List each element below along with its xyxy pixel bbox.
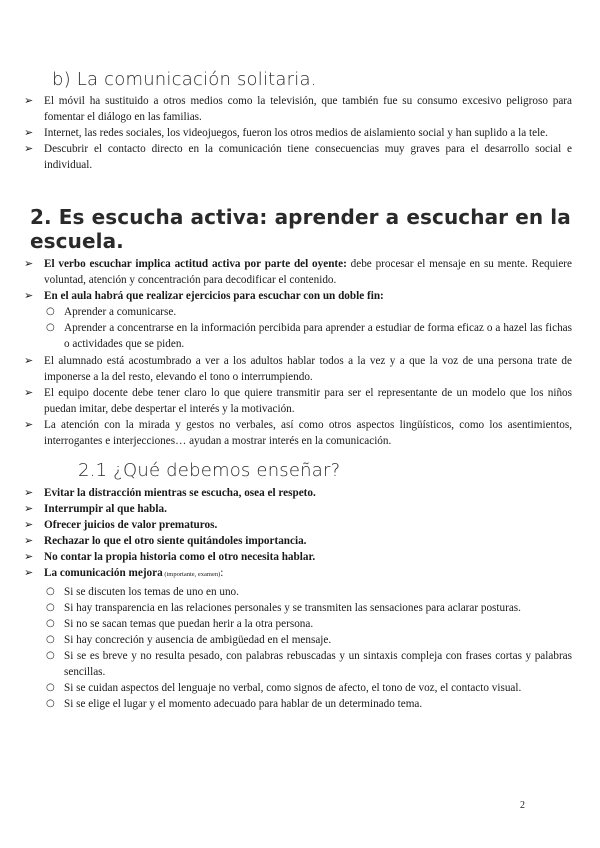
sub-list-item: ○ Si se cuidan aspectos del lenguaje no verbal, como signos de afecto, el tono de voz, el contacto visual. [24,680,572,696]
list-item: ➢ Internet, las redes sociales, los videojuegos, fueron los otros medios de aislamiento social y han suplido a la tele. [24,125,572,141]
list-item: ➢ El alumnado está acostumbrado a ver a los adultos hablar todos a la vez y a que la voz de una persona trate de imponerse a la del resto, elevando el tono o interrumpiendo. [24,353,572,383]
sub-list-item: ○ Si hay transparencia en las relaciones personales y se transmiten las sensaciones para aclarar posturas. [24,600,572,616]
list-item: ➢ Evitar la distracción mientras se escucha, osea el respeto. [24,485,572,501]
arrowhead-bullet-icon: ➢ [24,534,34,548]
list-item: ➢ No contar la propia historia como el otro necesita hablar. [24,549,572,565]
list-item: ➢ Descubrir el contacto directo en la comunicación tiene consecuencias muy graves para el desarrollo social e individual. [24,142,572,172]
arrowhead-bullet-icon: ➢ [24,126,34,140]
section-2-1-title: 2.1 ¿Qué debemos enseñar? [78,460,341,481]
list-item: ➢ El verbo escuchar implica actitud activa por parte del oyente: debe procesar el mensaje en su mente. Requiere voluntad, atención y concentración para decodificar el contenido. [24,257,572,287]
section-b-title: b) La comunicación solitaria. [52,69,317,90]
list-item: ➢ En el aula habrá que realizar ejercicios para escuchar con un doble fin: ○ Aprender a comunicarse. ○ Aprender a concentrarse en la información percibida para aprender a estudiar de forma eficaz o a hazel las fichas o actividades que se piden. [24,288,572,352]
arrowhead-bullet-icon: ➢ [24,94,34,107]
list-item: ➢ Ofrecer juicios de valor prematuros. [24,517,572,533]
sub-list-item: ○ Aprender a comunicarse. [24,304,572,320]
arrowhead-bullet-icon: ➢ [24,486,34,499]
sub-list [24,584,572,713]
circle-bullet-icon: ○ [46,601,55,613]
arrowhead-bullet-icon: ➢ [24,550,34,564]
list-item: ➢ Rechazar lo que el otro siente quitándoles importancia. [24,533,572,549]
arrowhead-bullet-icon: ➢ [24,353,34,367]
sub-list-item: ○ Aprender a concentrarse en la información percibida para aprender a estudiar de forma eficaz o a hazel las fichas o actividades que se piden. [46,322,572,351]
list-item: ➢ La atención con la mirada y gestos no verbales, así como otros aspectos lingüísticos, como los asentimientos, interrogantes e interjecciones… ayudan a mostrar interés en la comunicación. [24,417,572,448]
circle-bullet-icon: ○ [46,322,55,334]
section-2-list [24,256,572,449]
sub-list [24,304,572,352]
circle-bullet-icon: ○ [46,617,55,629]
arrowhead-bullet-icon: ➢ [24,257,34,270]
sub-list-item: ○ Si no se sacan temas que puedan herir a la otra persona. [24,616,572,632]
arrowhead-bullet-icon: ➢ [24,417,34,431]
section-b-list [24,93,572,173]
sub-list-item: ○ Si se discuten los temas de uno en uno. [24,584,572,600]
circle-bullet-icon: ○ [46,585,55,597]
arrowhead-bullet-icon: ➢ [24,385,34,399]
section-2-1-list [24,485,572,712]
circle-bullet-icon: ○ [46,698,55,710]
list-item: ➢ La comunicación mejora (importante, examen): ○ Si se discuten los temas de uno en uno. ○ Si hay transparencia en las relaciones personales y se transmiten las sensaciones para aclarar posturas. ○ Si no se sacan temas que puedan herir a la otra persona. ○ Si hay concreción y ausencia de ambigüedad en el mensaje. ○ Si se es breve y no resulta pesado, con palabras rebuscadas y un sintaxis compleja con frases cortas y palabras sencillas. ○ Si se cuidan aspectos del lenguaje no verbal, como signos de afecto, el tono de voz, el contacto visual. ○ Si se elige el lugar y el momento adecuado para hablar de un determinado tema. [24,565,572,712]
section-2-title: 2. Es escucha activa: aprender a escuchar en la escuela. [30,205,571,253]
circle-bullet-icon: ○ [46,649,55,661]
list-item: ➢ El móvil ha sustituido a otros medios como la televisión, que también fue su consumo excesivo peligroso para fomentar el diálogo en las familias. [24,94,572,124]
circle-bullet-icon: ○ [46,306,55,318]
sub-list-item: ○ Si se elige el lugar y el momento adecuado para hablar de un determinado tema. [24,696,572,712]
page-number: 2 [520,800,525,811]
list-item: ➢ El equipo docente debe tener claro lo que quiere transmitir para ser el representante de un modelo que los niños puedan imitar, debe despertar el interés y la motivación. [24,385,572,415]
circle-bullet-icon: ○ [46,633,55,645]
circle-bullet-icon: ○ [46,682,55,694]
arrowhead-bullet-icon: ➢ [24,289,34,303]
sub-list-item: ○ Si hay concreción y ausencia de ambigüedad en el mensaje. [24,632,572,648]
arrowhead-bullet-icon: ➢ [24,502,34,516]
sub-list-item: ○ Si se es breve y no resulta pesado, con palabras rebuscadas y un sintaxis compleja con frases cortas y palabras sencillas. [46,649,572,679]
arrowhead-bullet-icon: ➢ [24,142,34,156]
arrowhead-bullet-icon: ➢ [24,518,34,532]
list-item: ➢ Interrumpir al que habla. [24,501,572,517]
arrowhead-bullet-icon: ➢ [24,566,34,580]
